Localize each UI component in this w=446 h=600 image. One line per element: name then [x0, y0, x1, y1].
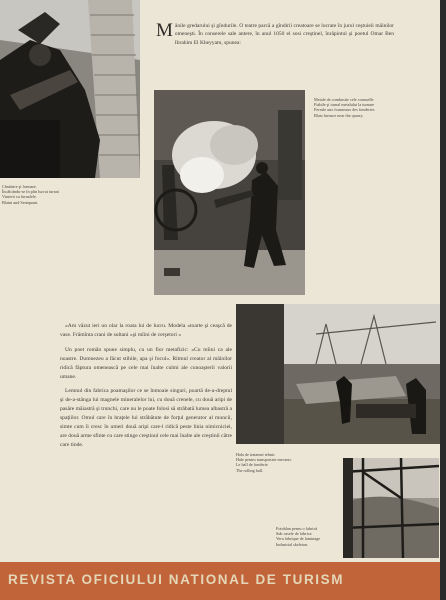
- caption-line: Fotoblan penru o fabrică: [276, 526, 318, 531]
- caption-top-left: [2, 184, 59, 205]
- caption-line: Hala de tratamet tehnic: [236, 452, 275, 457]
- caption-line: Ferrule aux fourneaux des fonderies: [314, 107, 375, 113]
- body-text: [60, 322, 232, 456]
- caption-top-right: [314, 97, 374, 118]
- magazine-banner: [0, 562, 440, 600]
- caption-line: Le hall de fonderie: [236, 462, 268, 468]
- caption-line: Hale pentru transportate mecanic: [236, 457, 292, 463]
- drop-cap: M: [156, 20, 173, 41]
- body-paragraph: Un poet român spune simplu, cu un fior metafizic: «Cu mîini ca ale noastre. Dumnezeu a făcut stihile, apa şi focul». Ritmul creator al mâinilor ridică făptura omenească pe cele mai înalte culmi ale cunoaşterii valorii umane.: [60, 346, 232, 380]
- caption-line: Vinterit cu furnalele.: [2, 194, 37, 200]
- photo-industrial-frame: [343, 458, 439, 558]
- caption-line: Cântărire şi formare.: [2, 184, 37, 189]
- photo-worker-chimney: [0, 0, 140, 178]
- page-edge: [440, 0, 446, 600]
- body-paragraph: «Am văzut ieri un olar la roata lui de lucru. Modela «toarte şi ceaşcă de vase. Frămînta crani de sultani «şi mîini de cerşetori »: [60, 323, 232, 338]
- photo-foundry-pour: [154, 90, 305, 295]
- caption-line: The rolling hall.: [236, 467, 264, 473]
- caption-mid-right: [236, 452, 291, 473]
- caption-line: Blast furnace near the quarry.: [314, 112, 364, 118]
- caption-line: Industrial skeleton.: [276, 541, 309, 547]
- caption-bottom-right: [276, 526, 320, 547]
- caption-line: Sub casele de fabrica: [276, 531, 312, 537]
- caption-line: Încălcându-se în plin lucrui turnat: [2, 189, 59, 195]
- body-paragraph: Lemnul din fabrica poamaşilor ce se înmoaie singuri, poartă de-a-dreptul şi de-a-stânga lui magnele mineralelor lui, cu două crenele, cu două aripi de pasăre măiastră şi trunchi, care nu le poate folosi să străbată lumea albastră a spaţiilor. Omul care în braţele lui străbătute de forţul generator al muncii, simte cum îi cresc în umeri două aripi care-l ridică peste linia nimicniciei, are două arme sfinte cu care stinge creştinul cele mai înalte ale creştinii către care tinde.: [60, 388, 232, 448]
- caption-line: Blaini and Sentquant.: [2, 199, 39, 205]
- caption-line: Fiabile şi turnal metalului la turnare: [314, 102, 375, 108]
- banner-title: REVISTA OFICIULUI NATIONAL DE TURISM: [8, 572, 345, 587]
- caption-line: Vera fabrique de laminage: [276, 536, 321, 542]
- photo-rolling-hall: [236, 304, 440, 444]
- intro-text: ânile gredarului şi gîndurile. O teatre parcă a gîndirii creatoare se lucrate în jurul ceştuieii mâinilor omeneşti. În conserele sale antere, în anul 1050 el sosi creştinel, înrâpintul şi poetul Omar Ben Ibrahim El Kheyyam, spunea:: [174, 23, 394, 46]
- caption-line: Metale de combustie cele consuelle: [314, 97, 374, 102]
- intro-paragraph: [156, 22, 394, 47]
